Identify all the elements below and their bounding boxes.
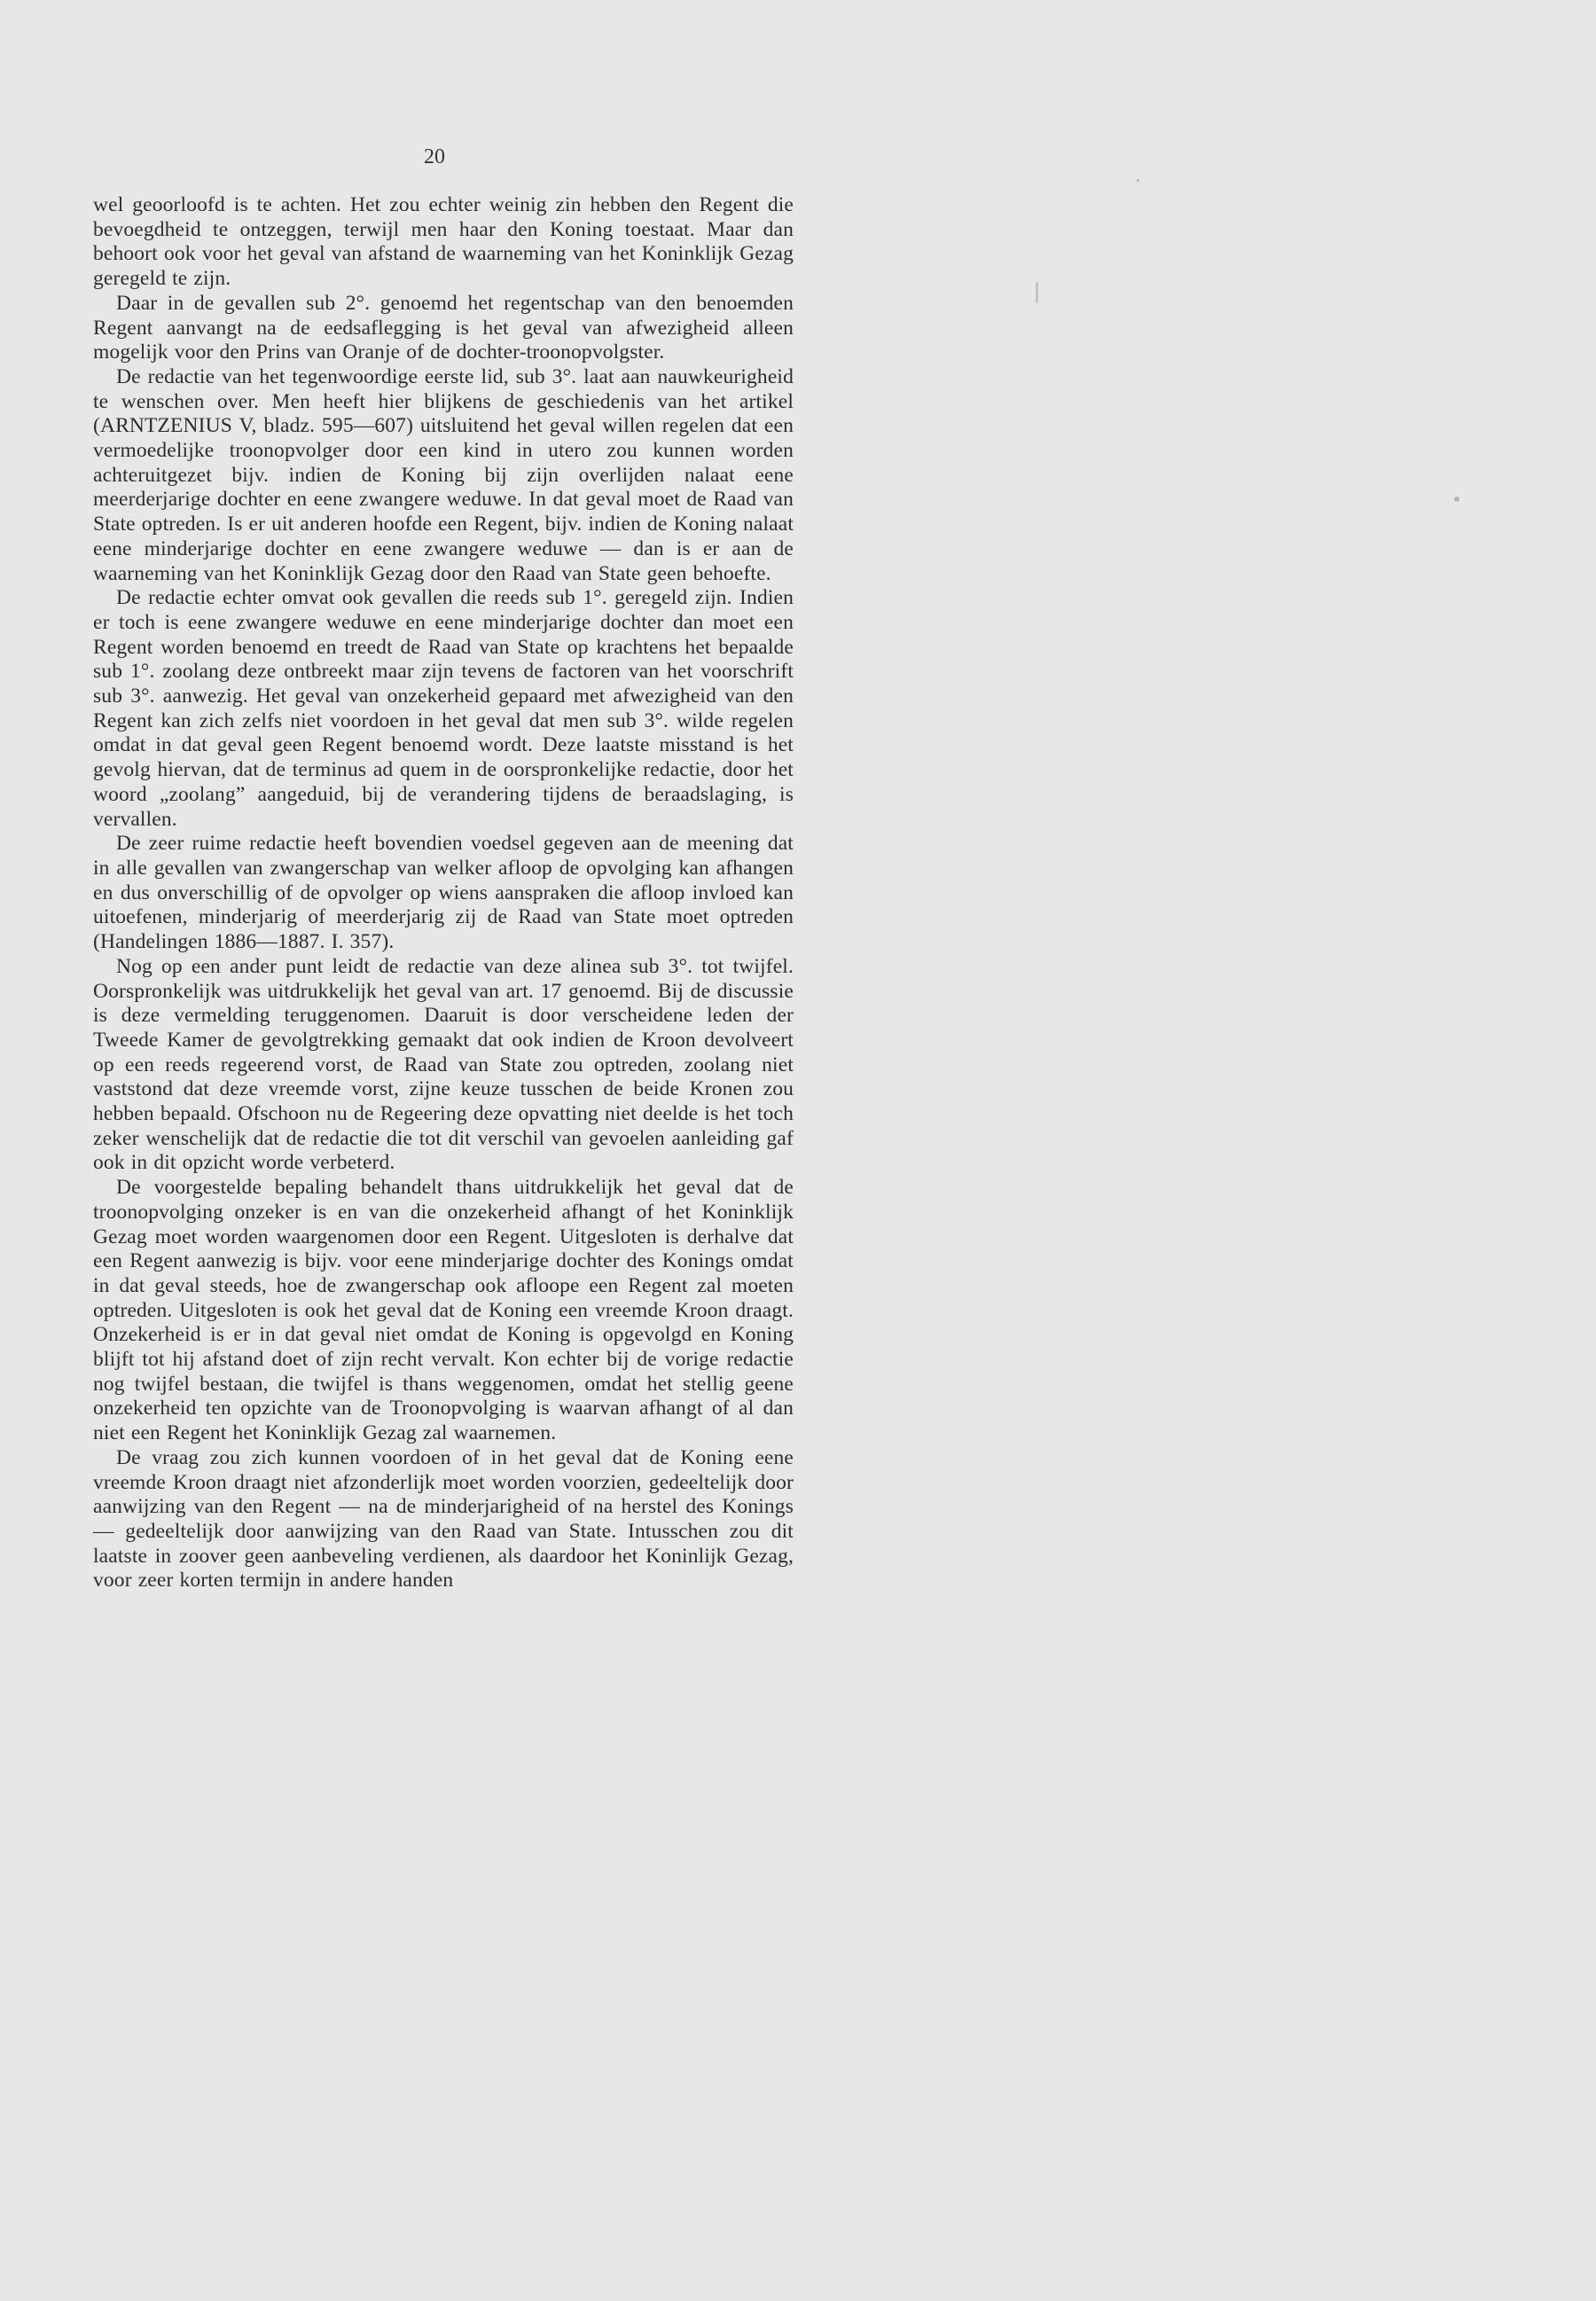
paragraph: De vraag zou zich kunnen voordoen of in het geval dat de Koning eene vreemde Kroon draagt niet afzonderlijk moet worden voorzien, gedeeltelijk door aanwijzing van den Regent — na de minderjarigheid of na herstel des Konings — gedeeltelijk door aanwijzing van den Raad van State. Intusschen zou dit laatste in zoover geen aanbeveling verdienen, als daardoor het Koninlijk Gezag, voor zeer korten termijn in andere handen — [93, 1445, 794, 1593]
page-number: 20 — [424, 145, 445, 168]
body-text — [93, 193, 794, 1593]
paragraph: wel geoorloofd is te achten. Het zou echter weinig zin hebben den Regent die bevoegdheid te ontzeggen, terwijl men haar den Koning toestaat. Maar dan behoort ook voor het geval van afstand de waarneming van het Koninklijk Gezag geregeld te zijn. — [93, 193, 794, 291]
paragraph: De redactie van het tegenwoordige eerste lid, sub 3°. laat aan nauwkeurigheid te wenschen over. Men heeft hier blijkens de geschiedenis van het artikel (ARNTZENIUS V, bladz. 595—607) uitsluitend het geval willen regelen dat een vermoedelijke troonopvolger door een kind in utero zou kunnen worden achteruitgezet bijv. indien de Koning bij zijn overlijden nalaat eene meerderjarige dochter en eene zwangere weduwe. In dat geval moet de Raad van State optreden. Is er uit anderen hoofde een Regent, bijv. indien de Koning nalaat eene minderjarige dochter en eene zwangere weduwe — dan is er aan de waarneming van het Koninklijk Gezag door den Raad van State geen behoefte. — [93, 364, 794, 585]
paper-speck — [1036, 282, 1038, 303]
paragraph: De redactie echter omvat ook gevallen die reeds sub 1°. geregeld zijn. Indien er toch is eene zwangere weduwe en eene minderjarige dochter dan moet een Regent worden benoemd en treedt de Raad van State op krachtens het bepaalde sub 1°. zoolang deze ontbreekt maar zijn tevens de factoren van het voorschrift sub 3°. aanwezig. Het geval van onzekerheid gepaard met afwezigheid van den Regent kan zich zelfs niet voordoen in het geval dat men sub 3°. wilde regelen omdat in dat geval geen Regent benoemd wordt. Deze laatste misstand is het gevolg hiervan, dat de terminus ad quem in de oorspronkelijke redactie, door het woord „zoolang” aangeduid, bij de verandering tijdens de beraadslaging, is vervallen. — [93, 586, 794, 831]
paragraph: De voorgestelde bepaling behandelt thans uitdrukkelijk het geval dat de troonopvolging onzeker is en van die onzekerheid afhangt of het Koninklijk Gezag moet worden waargenomen door een Regent. Uitgesloten is derhalve dat een Regent aanwezig is bijv. voor eene minderjarige dochter des Konings omdat in dat geval steeds, hoe de zwangerschap ook afloope een Regent zal moeten optreden. Uitgesloten is ook het geval dat de Koning een vreemde Kroon draagt. Onzekerheid is er in dat geval niet omdat de Koning is opgevolgd en Koning blijft tot hij afstand doet of zijn recht vervalt. Kon echter bij de vorige redactie nog twijfel bestaan, die twijfel is thans weggenomen, omdat het stellig geene onzekerheid ten opzichte van de Troonopvolging is waarvan afhangt of al dan niet een Regent het Koninklijk Gezag zal waarnemen. — [93, 1176, 794, 1445]
paragraph: Nog op een ander punt leidt de redactie van deze alinea sub 3°. tot twijfel. Oorspronkelijk was uitdrukkelijk het geval van art. 17 genoemd. Bij de discussie is deze vermelding teruggenomen. Daaruit is door verscheidene leden der Tweede Kamer de gevolgtrekking gemaakt dat ook indien de Kroon devolveert op een reeds regeerend vorst, de Raad van State zou optreden, zoolang niet vaststond dat deze vreemde vorst, zijne keuze tusschen de beide Kronen zou hebben bepaald. Ofschoon nu de Regeering deze opvatting niet deelde is het toch zeker wenschelijk dat de redactie die tot dit verschil van gevoelen aanleiding gaf ook in dit opzicht worde verbeterd. — [93, 954, 794, 1175]
paper-speck — [1137, 179, 1139, 182]
paper-speck — [1454, 497, 1459, 502]
paragraph: De zeer ruime redactie heeft bovendien voedsel gegeven aan de meening dat in alle gevallen van zwangerschap van welker afloop de opvolging kan afhangen en dus onverschillig of de opvolger op wiens aanspraken die afloop invloed kan uitoefenen, minderjarig of meerderjarig zij de Raad van State moet optreden (Handelingen 1886—1887. I. 357). — [93, 832, 794, 954]
paragraph: Daar in de gevallen sub 2°. genoemd het regentschap van den benoemden Regent aanvangt na de eedsaflegging is het geval van afwezigheid alleen mogelijk voor den Prins van Oranje of de dochter-troonopvolgster. — [93, 291, 794, 364]
